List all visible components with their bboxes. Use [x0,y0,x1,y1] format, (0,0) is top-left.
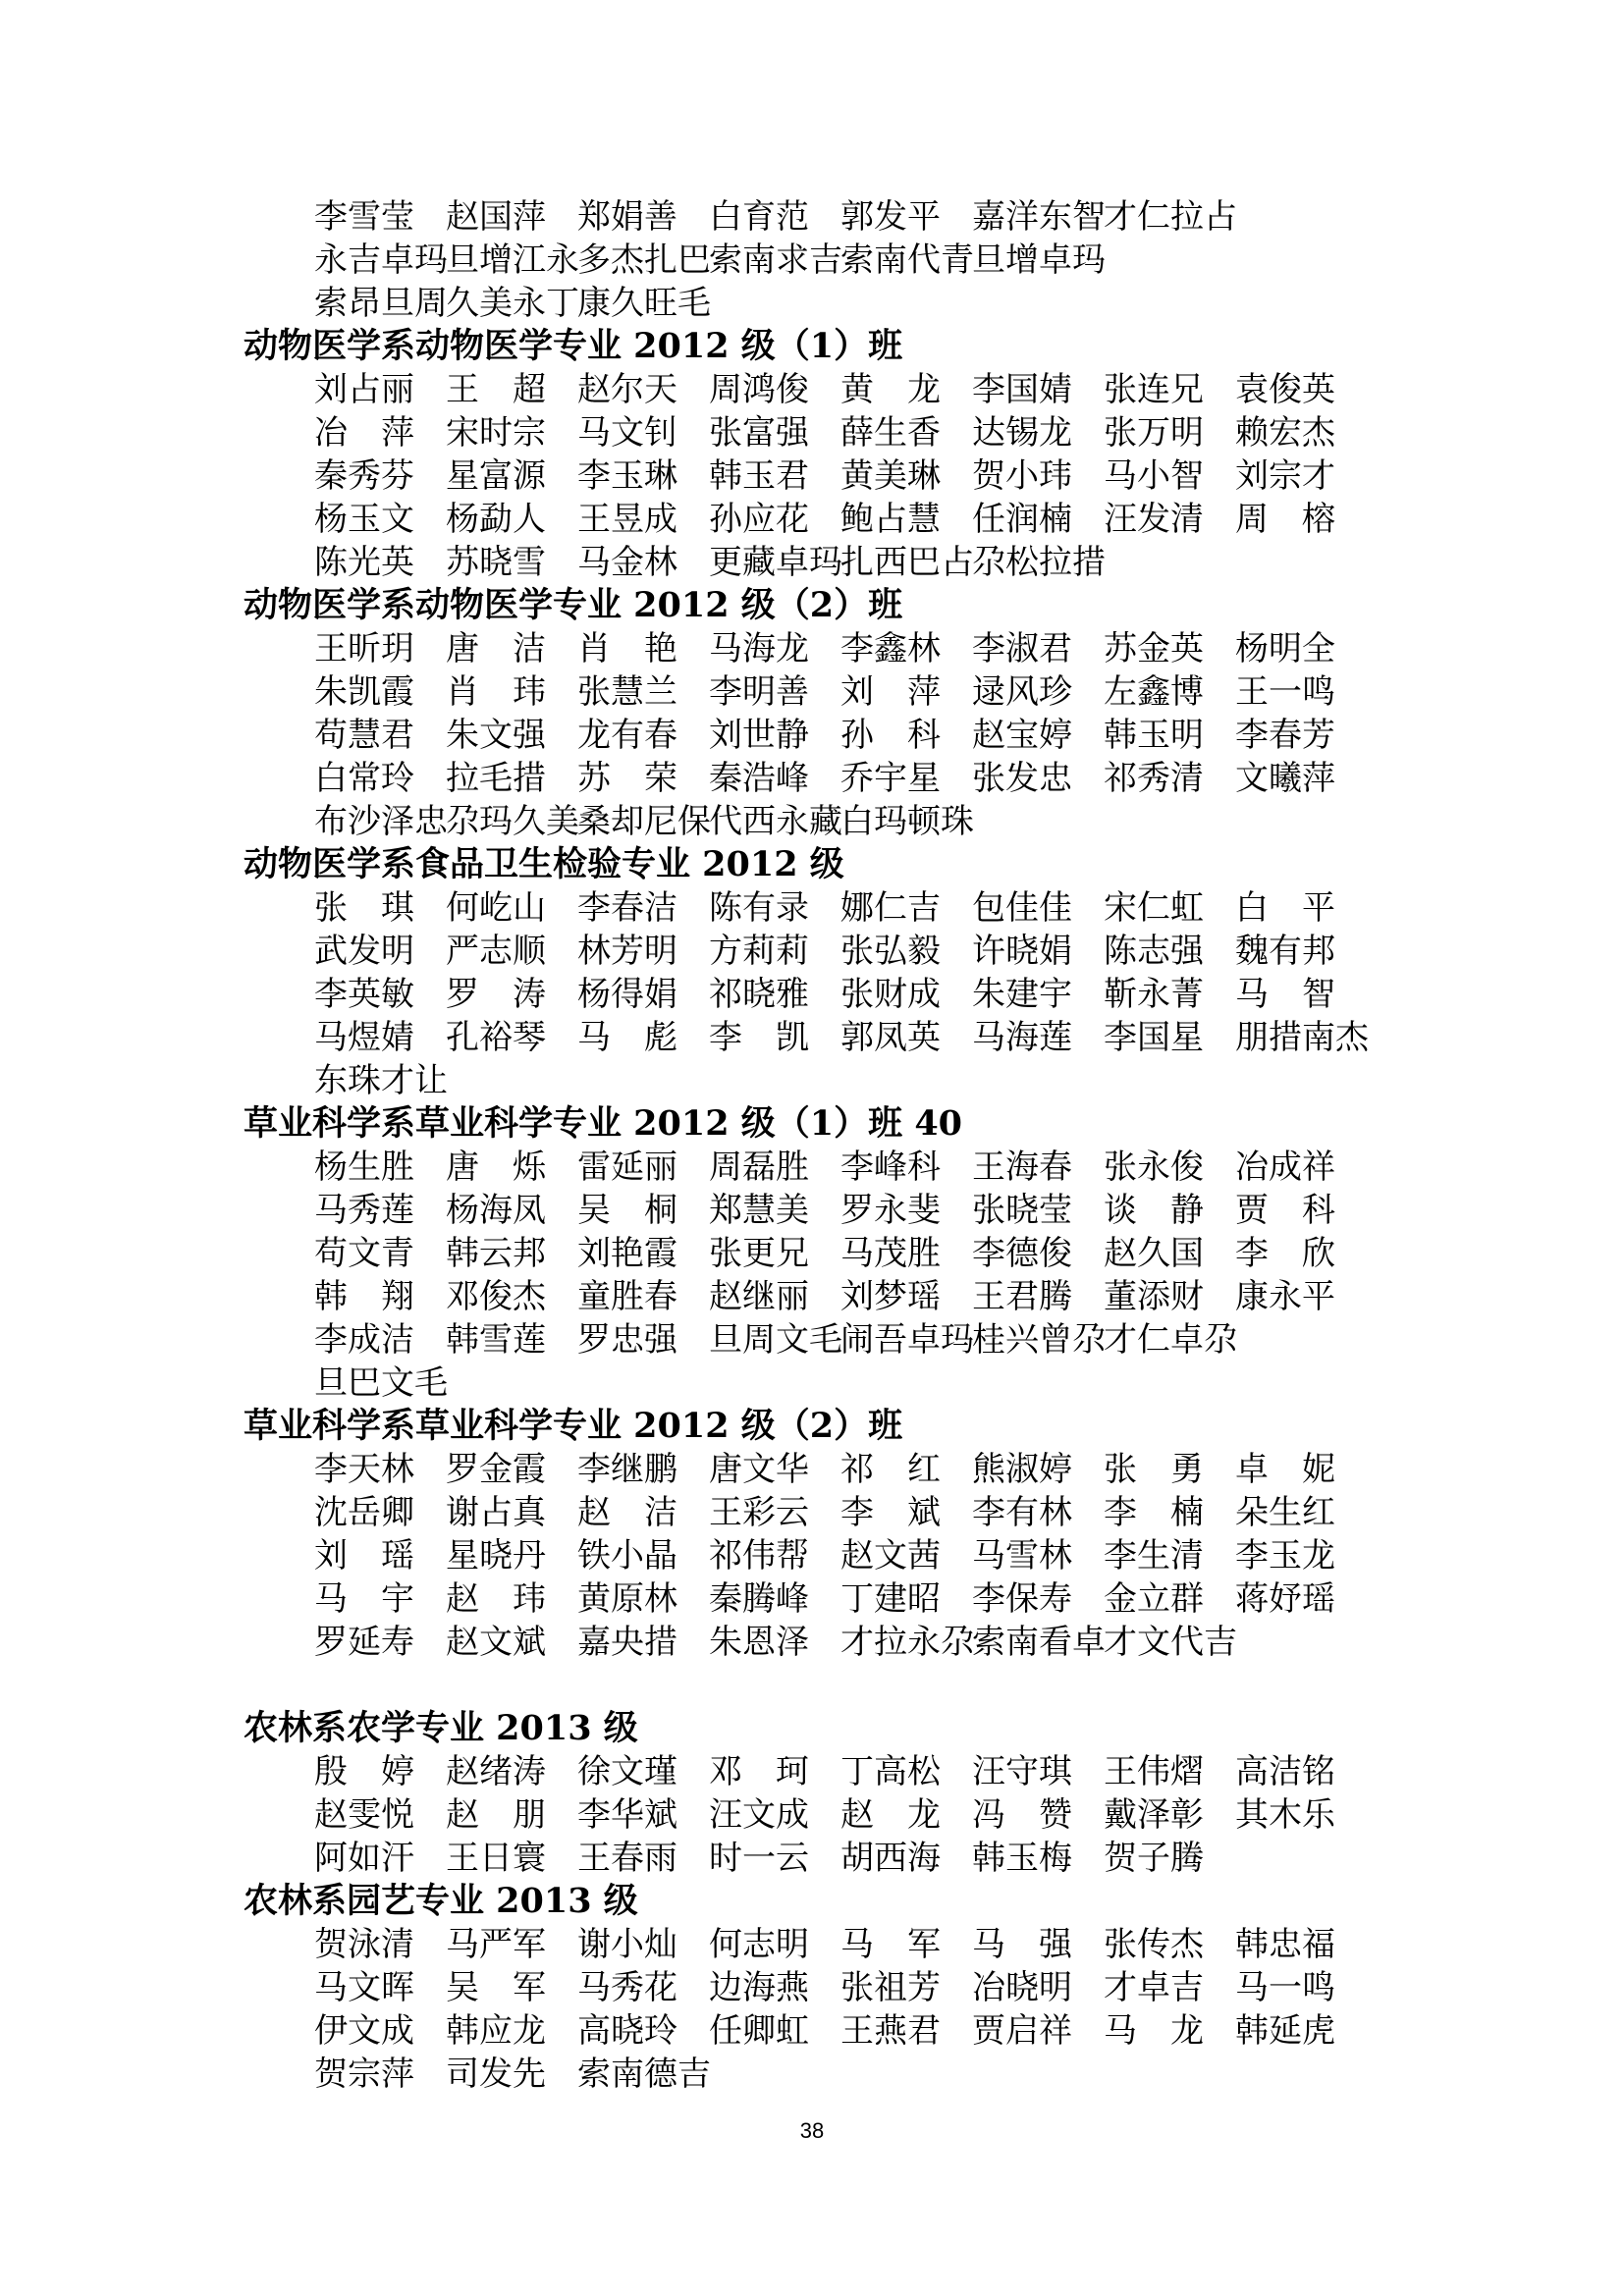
student-name: 拉毛措 [446,759,546,798]
student-name: 韩雪莲 [446,1320,546,1360]
student-name: 王昕玥 [314,629,414,668]
student-name: 韩玉梅 [972,1839,1072,1878]
student-name: 达锡龙 [972,413,1072,453]
student-name: 朱恩泽 [709,1623,809,1662]
student-name: 李鑫林 [840,629,941,668]
student-name: 靳永菁 [1104,975,1204,1014]
student-name: 布沙泽忠 [314,802,448,841]
student-name: 周鸿俊 [709,370,809,409]
student-name: 司发先 [446,2055,546,2094]
name-row [314,1362,1422,1405]
student-name: 才拉永尕 [840,1623,974,1662]
student-name: 熊淑婷 [972,1450,1072,1489]
name-row [314,1059,1422,1102]
name-row [314,800,1422,843]
name-row [314,2053,1422,2096]
student-name: 才仁拉占 [1104,197,1237,237]
student-name: 韩应龙 [446,2011,546,2051]
name-row [314,541,1422,584]
student-name: 张发忠 [972,759,1072,798]
student-name: 王伟熠 [1104,1752,1204,1791]
name-row [314,1923,1422,1966]
student-name: 王一鸣 [1235,672,1335,712]
student-name: 嘉央措 [577,1623,677,1662]
student-name: 韩云邦 [446,1234,546,1273]
name-row [314,930,1422,973]
class-heading: 动物医学系动物医学专业 2012 级（1）班 [244,326,903,366]
name-row [314,2009,1422,2053]
student-name: 汪发清 [1104,500,1204,539]
student-name: 马文钊 [577,413,677,453]
student-name: 王君腾 [972,1277,1072,1316]
student-name: 李峰科 [840,1148,941,1187]
student-name: 李 凯 [709,1018,809,1057]
student-name: 张祖芳 [840,1968,941,2007]
student-name: 李春洁 [577,888,677,928]
student-name: 张万明 [1104,413,1204,453]
name-row [314,1491,1422,1534]
student-name: 祁伟帮 [709,1536,809,1575]
student-name: 董添财 [1104,1277,1204,1316]
student-name: 冯 赞 [972,1795,1072,1835]
student-name: 张弘毅 [840,932,941,971]
name-row [314,195,1422,239]
student-name: 代西永藏 [709,802,842,841]
student-name: 卓 妮 [1235,1450,1335,1489]
student-name: 才仁卓尕 [1104,1320,1237,1360]
student-name: 赵 龙 [840,1795,941,1835]
student-name: 赵文斌 [446,1623,546,1662]
student-name: 郑慧美 [709,1191,809,1230]
student-name: 陈志强 [1104,932,1204,971]
student-name: 索南看卓 [972,1623,1106,1662]
student-name: 边海燕 [709,1968,809,2007]
student-name: 李保寿 [972,1579,1072,1619]
student-name: 宋时宗 [446,413,546,453]
student-name: 蒋妤瑶 [1235,1579,1335,1619]
page-number: 38 [799,2118,825,2143]
student-name: 邓俊杰 [446,1277,546,1316]
student-name: 苏金英 [1104,629,1204,668]
student-name: 李英敏 [314,975,414,1014]
student-name: 韩 翔 [314,1277,414,1316]
student-name: 贺子腾 [1104,1839,1204,1878]
student-name: 李 楠 [1104,1493,1204,1532]
name-row [314,1146,1422,1189]
student-name: 韩忠福 [1235,1925,1335,1964]
student-name: 李明善 [709,672,809,712]
student-name: 赵文茜 [840,1536,941,1575]
student-name: 马一鸣 [1235,1968,1335,2007]
student-name: 胡西海 [840,1839,941,1878]
student-name: 张传杰 [1104,1925,1204,1964]
student-name: 杨海凤 [446,1191,546,1230]
student-name: 马 强 [972,1925,1072,1964]
student-name: 包佳佳 [972,888,1072,928]
name-row [314,1534,1422,1577]
student-name: 金立群 [1104,1579,1204,1619]
student-name: 何志明 [709,1925,809,1964]
student-name: 李继鹏 [577,1450,677,1489]
student-name: 苟慧君 [314,716,414,755]
class-heading: 草业科学系草业科学专业 2012 级（2）班 [244,1406,903,1446]
student-name: 魏有邦 [1235,932,1335,971]
name-row [314,973,1422,1016]
student-name: 赵雯悦 [314,1795,414,1835]
student-name: 祁秀清 [1104,759,1204,798]
student-name: 李 斌 [840,1493,941,1532]
student-name: 赵尔天 [577,370,677,409]
student-name: 扎西巴占 [840,543,974,582]
student-name: 龙有春 [577,716,677,755]
name-row [314,1966,1422,2009]
name-row [314,1793,1422,1837]
student-name: 星富源 [446,456,546,496]
student-name: 袁俊英 [1235,370,1335,409]
student-name: 汪守琪 [972,1752,1072,1791]
student-name: 汪文成 [709,1795,809,1835]
student-name: 马 彪 [577,1018,677,1057]
name-row [314,1232,1422,1275]
name-row [314,1621,1422,1664]
student-name: 李华斌 [577,1795,677,1835]
student-name: 沈岳卿 [314,1493,414,1532]
name-list-content [244,195,1422,2096]
student-name: 杨玉文 [314,500,414,539]
student-name: 伊文成 [314,2011,414,2051]
student-name: 马茂胜 [840,1234,941,1273]
student-name: 李 欣 [1235,1234,1335,1273]
student-name: 其木乐 [1235,1795,1335,1835]
class-heading: 草业科学系草业科学专业 2012 级（1）班 40 [244,1103,963,1144]
student-name: 陈光英 [314,543,414,582]
student-name: 丁高松 [840,1752,941,1791]
student-name: 薛生香 [840,413,941,453]
student-name: 赵宝婷 [972,716,1072,755]
student-name: 高晓玲 [577,2011,677,2051]
name-row [314,757,1422,800]
student-name: 王春雨 [577,1839,677,1878]
student-name: 苟文青 [314,1234,414,1273]
name-row [314,886,1422,930]
student-name: 郑娟善 [577,197,677,237]
student-name: 罗永斐 [840,1191,941,1230]
student-name: 索南代青 [840,240,974,280]
student-name: 杨生胜 [314,1148,414,1187]
student-name: 雷延丽 [577,1148,677,1187]
student-name: 韩延虎 [1235,2011,1335,2051]
student-name: 刘 萍 [840,672,941,712]
student-name: 杨明全 [1235,629,1335,668]
student-name: 李天林 [314,1450,414,1489]
student-name: 邓 珂 [709,1752,809,1791]
student-name: 多杰扎巴 [577,240,711,280]
student-name: 索南求吉 [709,240,842,280]
student-name: 星晓丹 [446,1536,546,1575]
student-name: 严志顺 [446,932,546,971]
student-name: 李成洁 [314,1320,414,1360]
class-heading: 动物医学系食品卫生检验专业 2012 级 [244,844,844,884]
student-name: 张 勇 [1104,1450,1204,1489]
student-name: 尕玛久美 [446,802,579,841]
student-name: 肖 玮 [446,672,546,712]
student-name: 任润楠 [972,500,1072,539]
name-row [314,627,1422,670]
student-name: 祁 红 [840,1450,941,1489]
student-name: 郭凤英 [840,1018,941,1057]
student-name: 罗金霞 [446,1450,546,1489]
student-name: 旦巴文毛 [314,1363,448,1403]
student-name: 刘宗才 [1235,456,1335,496]
student-name: 李生清 [1104,1536,1204,1575]
name-row [314,1318,1422,1362]
student-name: 张慧兰 [577,672,677,712]
student-name: 马海龙 [709,629,809,668]
student-name: 张更兄 [709,1234,809,1273]
student-name: 秦秀芬 [314,456,414,496]
student-name: 李德俊 [972,1234,1072,1273]
student-name: 乔宇星 [840,759,941,798]
student-name: 贾 科 [1235,1191,1335,1230]
name-row [314,1750,1422,1793]
student-name: 宋仁虹 [1104,888,1204,928]
student-name: 童胜春 [577,1277,677,1316]
student-name: 孙 科 [840,716,941,755]
student-name: 李玉龙 [1235,1536,1335,1575]
class-heading: 农林系农学专业 2013 级 [244,1708,638,1748]
student-name: 时一云 [709,1839,809,1878]
student-name: 李淑君 [972,629,1072,668]
student-name: 马 龙 [1104,2011,1204,2051]
section-gap [244,1664,1422,1707]
student-name: 旦增卓玛 [972,240,1106,280]
student-name: 朱建宇 [972,975,1072,1014]
student-name: 苏 荣 [577,759,677,798]
student-name: 张富强 [709,413,809,453]
student-name: 贾启祥 [972,2011,1072,2051]
student-name: 闹吾卓玛 [840,1320,974,1360]
student-name: 马秀莲 [314,1191,414,1230]
student-name: 王 超 [446,370,546,409]
student-name: 秦浩峰 [709,759,809,798]
student-name: 殷 婷 [314,1752,414,1791]
student-name: 白常玲 [314,759,414,798]
student-name: 张永俊 [1104,1148,1204,1187]
student-name: 黄 龙 [840,370,941,409]
name-row [314,411,1422,454]
student-name: 才卓吉 [1104,1968,1204,2007]
student-name: 张财成 [840,975,941,1014]
student-name: 李国星 [1104,1018,1204,1057]
name-row [314,1016,1422,1059]
student-name: 马秀花 [577,1968,677,2007]
student-name: 赵国萍 [446,197,546,237]
student-name: 罗延寿 [314,1623,414,1662]
student-name: 李春芳 [1235,716,1335,755]
student-name: 旦周文毛 [709,1320,842,1360]
student-name: 李玉琳 [577,456,677,496]
name-row [314,670,1422,714]
student-name: 马金林 [577,543,677,582]
student-name: 高洁铭 [1235,1752,1335,1791]
student-name: 戴泽彰 [1104,1795,1204,1835]
student-name: 肖 艳 [577,629,677,668]
student-name: 吴 军 [446,1968,546,2007]
student-name: 周磊胜 [709,1148,809,1187]
student-name: 罗忠强 [577,1320,677,1360]
student-name: 王海春 [972,1148,1072,1187]
student-name: 方莉莉 [709,932,809,971]
student-name: 王日寰 [446,1839,546,1878]
student-name: 马 智 [1235,975,1335,1014]
name-row [314,282,1422,325]
student-name: 刘占丽 [314,370,414,409]
name-row [314,1189,1422,1232]
student-name: 白 平 [1235,888,1335,928]
student-name: 王彩云 [709,1493,809,1532]
student-name: 康久旺毛 [577,284,711,323]
student-name: 赵绪涛 [446,1752,546,1791]
student-name: 朵生红 [1235,1493,1335,1532]
student-name: 贺小玮 [972,456,1072,496]
student-name: 冶 萍 [314,413,414,453]
student-name: 谢小灿 [577,1925,677,1964]
student-name: 旦增江永 [446,240,579,280]
student-name: 铁小晶 [577,1536,677,1575]
student-name: 更藏卓玛 [709,543,842,582]
student-name: 嘉洋东智 [972,197,1106,237]
student-name: 康永平 [1235,1277,1335,1316]
student-name: 李有林 [972,1493,1072,1532]
student-name: 秦腾峰 [709,1579,809,1619]
student-name: 冶成祥 [1235,1148,1335,1187]
student-name: 刘 瑶 [314,1536,414,1575]
student-name: 赵 洁 [577,1493,677,1532]
student-name: 李国婧 [972,370,1072,409]
student-name: 冶晓明 [972,1968,1072,2007]
student-name: 武发明 [314,932,414,971]
student-name: 阿如汗 [314,1839,414,1878]
student-name: 徐文瑾 [577,1752,677,1791]
student-name: 孔裕琴 [446,1018,546,1057]
student-name: 马严军 [446,1925,546,1964]
name-row [314,1837,1422,1880]
student-name: 张晓莹 [972,1191,1072,1230]
student-name: 马 宇 [314,1579,414,1619]
student-name: 马 军 [840,1925,941,1964]
student-name: 孙应花 [709,500,809,539]
student-name: 文曦萍 [1235,759,1335,798]
name-row [314,1448,1422,1491]
student-name: 张连兄 [1104,370,1204,409]
student-name: 朱文强 [446,716,546,755]
student-name: 谢占真 [446,1493,546,1532]
student-name: 鲍占慧 [840,500,941,539]
student-name: 贺宗萍 [314,2055,414,2094]
student-name: 索昂旦周 [314,284,448,323]
student-name: 赵久国 [1104,1234,1204,1273]
name-row [314,368,1422,411]
student-name: 郭发平 [840,197,941,237]
student-name: 刘梦瑶 [840,1277,941,1316]
student-name: 逯风珍 [972,672,1072,712]
student-name: 林芳明 [577,932,677,971]
student-name: 索南德吉 [577,2055,711,2094]
student-name: 周 榕 [1235,500,1335,539]
name-row [314,1275,1422,1318]
student-name: 韩玉明 [1104,716,1204,755]
student-name: 马文晖 [314,1968,414,2007]
student-name: 黄美琳 [840,456,941,496]
name-row [314,1577,1422,1621]
student-name: 永吉卓玛 [314,240,448,280]
student-name: 桂兴曾尕 [972,1320,1106,1360]
student-name: 赖宏杰 [1235,413,1335,453]
student-name: 罗 涛 [446,975,546,1014]
student-name: 马煜婧 [314,1018,414,1057]
student-name: 杨勐人 [446,500,546,539]
student-name: 马雪林 [972,1536,1072,1575]
student-name: 左鑫博 [1104,672,1204,712]
student-name: 刘艳霞 [577,1234,677,1273]
name-row [314,454,1422,498]
student-name: 张 琪 [314,888,414,928]
student-name: 久美永丁 [446,284,579,323]
name-row [314,498,1422,541]
student-name: 黄原林 [577,1579,677,1619]
student-name: 刘世静 [709,716,809,755]
student-name: 才文代吉 [1104,1623,1237,1662]
student-name: 桑却尼保 [577,802,711,841]
class-heading: 农林系园艺专业 2013 级 [244,1881,638,1921]
student-name: 苏晓雪 [446,543,546,582]
student-name: 陈有录 [709,888,809,928]
student-name: 东珠才让 [314,1061,448,1100]
name-row [314,714,1422,757]
student-name: 祁晓雅 [709,975,809,1014]
name-row [314,239,1422,282]
student-name: 王昱成 [577,500,677,539]
student-name: 马海莲 [972,1018,1072,1057]
student-name: 尕松拉措 [972,543,1106,582]
student-name: 朋措南杰 [1235,1018,1369,1057]
class-heading: 动物医学系动物医学专业 2012 级（2）班 [244,585,903,625]
student-name: 贺泳清 [314,1925,414,1964]
student-name: 何屹山 [446,888,546,928]
student-name: 唐文华 [709,1450,809,1489]
student-name: 朱凯霞 [314,672,414,712]
student-name: 唐 烁 [446,1148,546,1187]
student-name: 王燕君 [840,2011,941,2051]
student-name: 许晓娟 [972,932,1072,971]
student-name: 白育范 [709,197,809,237]
student-name: 韩玉君 [709,456,809,496]
student-name: 谈 静 [1104,1191,1204,1230]
student-name: 娜仁吉 [840,888,941,928]
student-name: 白玛顿珠 [840,802,974,841]
student-name: 杨得娟 [577,975,677,1014]
student-name: 吴 桐 [577,1191,677,1230]
student-name: 唐 洁 [446,629,546,668]
student-name: 马小智 [1104,456,1204,496]
student-name: 赵 玮 [446,1579,546,1619]
student-name: 丁建昭 [840,1579,941,1619]
student-name: 赵 朋 [446,1795,546,1835]
student-name: 赵继丽 [709,1277,809,1316]
student-name: 李雪莹 [314,197,414,237]
student-name: 任卿虹 [709,2011,809,2051]
